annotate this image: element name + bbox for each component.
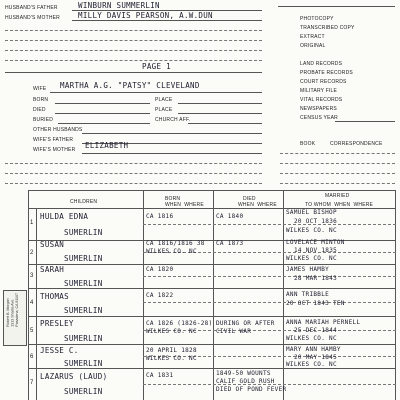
born-when: CA 1820 [146, 266, 174, 273]
married-when: 20 OCT 1843 TEN [286, 300, 345, 307]
died-cause: DIED OF POND FEVER [216, 386, 287, 393]
row-number: 1 [30, 220, 34, 226]
child-surname: SUMERLIN [64, 387, 103, 396]
born-place-label: PLACE [155, 97, 173, 103]
born-where: WILKES CO. NC [146, 248, 197, 255]
married-where: WILKES CO. NC [286, 227, 337, 234]
married-when: 28 MAR 1843 [294, 275, 338, 282]
correspondence-label: CORRESPONDENCE [330, 141, 383, 147]
other-husbands-label: OTHER HUSBANDS [33, 127, 83, 133]
checklist-newspapers: NEWSPAPERS [300, 106, 337, 112]
row-number: 3 [30, 273, 34, 279]
married-when: 20 OCT 1836 [294, 218, 338, 225]
child-surname: SUMERLIN [64, 359, 103, 368]
checklist-photocopy: PHOTOCOPY [300, 16, 334, 22]
address-stamp [3, 290, 27, 346]
husbands-mother-value: MILLY DAVIS PEARSON, A.W.DUN [78, 11, 213, 20]
row-number: 6 [30, 354, 34, 360]
child-given-name: SARAH [40, 265, 65, 274]
checklist-land-records: LAND RECORDS [300, 61, 343, 67]
book-label: BOOK [300, 141, 316, 147]
born-header: BORN [165, 196, 181, 202]
married-header: MARRIED [325, 193, 350, 199]
child-given-name: HULDA EDNA [40, 212, 89, 221]
checklist-military-file: MILITARY FILE [300, 88, 338, 94]
married-where: WILKES CO. NC [286, 255, 337, 262]
checklist-extract: EXTRACT [300, 34, 325, 40]
born-when: CA 1831 [146, 372, 174, 379]
married-to-whom: ANNA MARIAH PERNELL [286, 319, 361, 326]
husbands-father-label: HUSBAND'S FATHER [5, 5, 58, 11]
married-when: 20 MAY 1845 [294, 354, 338, 361]
child-given-name: PRESLEY [40, 319, 74, 328]
married-to-whom: LOVELACE MINTON [286, 239, 345, 246]
born-when-where: WHEN WHERE [165, 202, 204, 208]
died-where: CIVIL WAR [216, 328, 252, 335]
checklist-court-records: COURT RECORDS [300, 79, 347, 85]
checklist-transcribed-copy: TRANSCRIBED COPY [300, 25, 355, 31]
wife-label: WIFE [33, 86, 47, 92]
married-to-whom: SAMUEL BISHOP [286, 209, 337, 216]
died-when: CA 1873 [216, 240, 244, 247]
husbands-mother-label: HUSBAND'S MOTHER [5, 15, 60, 21]
child-surname: SUMERLIN [64, 254, 103, 263]
died-when: 1849-50 WOUNTS [216, 370, 271, 377]
child-given-name: THOMAS [40, 292, 69, 301]
married-subheader: TO WHOM WHEN WHERE [305, 202, 374, 208]
child-surname: SUMERLIN [64, 334, 103, 343]
died-when: CA 1840 [216, 213, 244, 220]
wifes-mother-value: ELIZABETH [85, 141, 129, 150]
born-when: CA 1816/1816 38 [146, 240, 205, 247]
child-given-name: JESSE C. [40, 346, 79, 355]
married-where: WILKES CO. NC [286, 335, 337, 342]
address-stamp-text: Robert B. Morgan 1313 Shasta Ave. Pasadena, CA 91107 [6, 293, 19, 327]
married-when: 14 NOV 1835 [294, 247, 338, 254]
buried-label: BURIED [33, 117, 54, 123]
child-surname: SUMERLIN [64, 279, 103, 288]
row-number: 5 [30, 328, 34, 334]
wifes-mother-label: WIFE'S MOTHER [33, 147, 76, 153]
child-given-name: SUSAN [40, 240, 65, 249]
child-surname: SUMERLIN [64, 306, 103, 315]
checklist-vital-records: VITAL RECORDS [300, 97, 343, 103]
children-header: CHILDREN [70, 199, 98, 205]
born-when: CA 1822 [146, 292, 174, 299]
born-label: BORN [33, 97, 49, 103]
died-place-label: PLACE [155, 107, 173, 113]
died-when-where: WHEN WHERE [238, 202, 277, 208]
checklist-original: ORIGINAL [300, 43, 326, 49]
page-label: PAGE 1 [142, 62, 171, 71]
church-aff-label: CHURCH AFF. [155, 117, 191, 123]
born-when: CA 1826 (1826-28) [146, 320, 213, 327]
married-to-whom: ANN TRIBBLE [286, 291, 330, 298]
married-to-whom: MARY ANN HAMBY [286, 346, 341, 353]
married-to-whom: JAMES HAMBY [286, 266, 330, 273]
husbands-father-value: WINBURN SUMMERLIN [78, 1, 160, 10]
born-when: 20 APRIL 1828 [146, 347, 197, 354]
row-number: 4 [30, 300, 34, 306]
died-when: DURING OR AFTER [216, 320, 275, 327]
wife-value: MARTHA A.G. "PATSY" CLEVELAND [60, 81, 200, 90]
wifes-father-label: WIFE'S FATHER [33, 137, 74, 143]
child-surname: SUMERLIN [64, 228, 103, 237]
born-where: WILKES CO. NC [146, 328, 197, 335]
born-when: CA 1816 [146, 213, 174, 220]
married-where: WILKES CO. NC [286, 361, 337, 368]
died-label: DIED [33, 107, 46, 113]
born-where: WILKES CO. NC [146, 355, 197, 362]
died-where: CALIF GOLD RUSH [216, 378, 275, 385]
checklist-probate-records: PROBATE RECORDS [300, 70, 353, 76]
died-header: DIED [243, 196, 256, 202]
row-number: 7 [30, 380, 34, 386]
row-number: 2 [30, 250, 34, 256]
checklist-census-year: CENSUS YEAR [300, 115, 338, 121]
child-given-name: LAZARUS (LAUD) [40, 372, 108, 381]
married-when: 25 DEC 1844 [294, 327, 338, 334]
